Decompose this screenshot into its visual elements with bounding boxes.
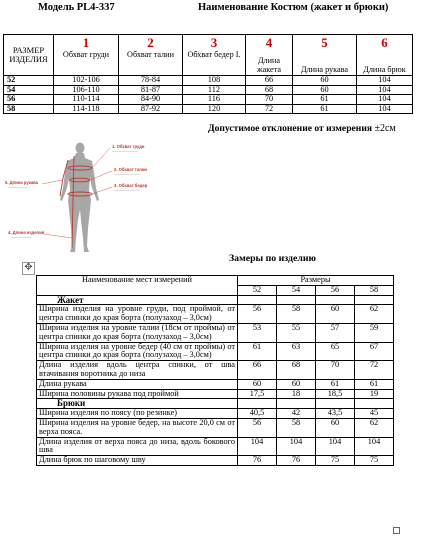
- measurement-label: Ширина изделия на уровне груди, под проймой, от центра спинки до края борта (полузаход – 3,0см): [37, 305, 238, 324]
- measurement-row: [37, 379, 394, 389]
- measurement-value: 104: [238, 437, 277, 456]
- size-row: [4, 104, 413, 114]
- measurement-row: [37, 361, 394, 380]
- svg-text:————————: ————————: [8, 186, 29, 189]
- table-resize-handle[interactable]: [393, 527, 400, 534]
- measurement-row: [37, 418, 394, 437]
- measurement-value: 75: [355, 456, 394, 466]
- figure-label-chest: 1. Обхват груди: [112, 144, 145, 149]
- size-row: [4, 95, 413, 105]
- measurement-row: [37, 323, 394, 342]
- measurement-value: 72: [355, 361, 394, 380]
- measurement-value: 53: [238, 323, 277, 342]
- measurement-value: 76: [238, 456, 277, 466]
- value-cell: 110-114: [54, 95, 119, 105]
- tolerance-value: ±2см: [374, 123, 396, 134]
- measurement-value: 42: [277, 409, 316, 419]
- col-number: 1: [54, 35, 119, 51]
- size-cell: 54: [4, 85, 54, 95]
- size-column-header: 58: [355, 285, 394, 295]
- value-cell: 84-90: [119, 95, 183, 105]
- value-cell: 61: [293, 95, 357, 105]
- value-cell: 116: [183, 95, 246, 105]
- col-header: Обхват бедер I.: [183, 50, 246, 76]
- measurements-body: [37, 295, 394, 465]
- figure-label-hips: 3. Обхват бедер: [114, 183, 148, 188]
- measurement-value: 18,5: [316, 389, 355, 399]
- figure-label-sleeve: 5. Длина рукава: [5, 180, 38, 185]
- measurement-value: 75: [316, 456, 355, 466]
- tolerance-label: Допустимое отклонение от измерения: [208, 123, 373, 134]
- measurement-row: [37, 389, 394, 399]
- measurement-value: 65: [316, 342, 355, 361]
- measurement-value: 43,5: [316, 409, 355, 419]
- measurement-value: 62: [355, 418, 394, 437]
- measurement-value: 19: [355, 389, 394, 399]
- measurement-value: 76: [277, 456, 316, 466]
- size-row: [4, 76, 413, 86]
- measurement-row: [37, 456, 394, 466]
- col-header: Обхват талии: [119, 50, 183, 76]
- measurement-value: 18: [277, 389, 316, 399]
- size-cell: 58: [4, 104, 54, 114]
- model-label: Модель PL4-337: [38, 2, 115, 13]
- col-number: 2: [119, 35, 183, 51]
- measurement-value: 58: [277, 418, 316, 437]
- measurement-value: 55: [277, 323, 316, 342]
- col-number: 4: [246, 35, 293, 51]
- name-header: Наименование мест измерений: [37, 276, 238, 296]
- size-cell: 56: [4, 95, 54, 105]
- measurement-value: 62: [355, 305, 394, 324]
- value-cell: 106-110: [54, 85, 119, 95]
- value-cell: 104: [357, 104, 413, 114]
- col-number: 5: [293, 35, 357, 51]
- value-cell: 60: [293, 85, 357, 95]
- measurement-value: 58: [277, 305, 316, 324]
- product-name-label: Наименование Костюм (жакет и брюки): [198, 2, 389, 13]
- value-cell: 78-84: [119, 76, 183, 86]
- measurement-label: Ширина изделия по поясу (по резинке): [37, 409, 238, 419]
- value-cell: 120: [183, 104, 246, 114]
- measurement-label: Длина изделия от верха пояса до низа, вдоль бокового шва: [37, 437, 238, 456]
- value-cell: 102-106: [54, 76, 119, 86]
- measurement-value: 104: [355, 437, 394, 456]
- measurement-value: 60: [277, 379, 316, 389]
- measurement-value: 104: [277, 437, 316, 456]
- value-cell: 112: [183, 85, 246, 95]
- measurement-value: 61: [238, 342, 277, 361]
- size-table: [3, 34, 413, 114]
- measurement-row: [37, 409, 394, 419]
- measurement-value: 60: [316, 418, 355, 437]
- size-header: РАЗМЕР ИЗДЕЛИЯ: [4, 35, 54, 76]
- tolerance-note: [208, 123, 396, 134]
- measurement-value: 70: [316, 361, 355, 380]
- measurement-value: 61: [316, 379, 355, 389]
- section-title: Брюки: [37, 399, 238, 409]
- col-header: Обхват груди: [54, 50, 119, 76]
- size-rows: [4, 76, 413, 114]
- value-cell: 61: [293, 104, 357, 114]
- value-cell: 104: [357, 95, 413, 105]
- value-cell: 108: [183, 76, 246, 86]
- size-column-header: 54: [277, 285, 316, 295]
- measurements-title: Замеры по изделию: [229, 253, 316, 264]
- body-silhouette: [60, 143, 99, 253]
- section-title: Жакет: [37, 295, 238, 305]
- measurement-label: Ширина половины рукава под проймой: [37, 389, 238, 399]
- value-cell: 66: [246, 76, 293, 86]
- measurement-value: 61: [355, 379, 394, 389]
- measurement-label: Ширина изделия на уровне бедер (40 см от проймы) от центра спинки до края борта (полузаход – 3,0см): [37, 342, 238, 361]
- table-move-handle-icon[interactable]: ✥: [22, 262, 35, 275]
- measurement-value: 17,5: [238, 389, 277, 399]
- measurement-value: 56: [238, 418, 277, 437]
- measurement-row: [37, 305, 394, 324]
- measurement-value: 60: [316, 305, 355, 324]
- svg-text:——————————: ——————————: [114, 189, 140, 192]
- col-number: 6: [357, 35, 413, 51]
- figure-label-length: 4. Длина изделия: [8, 230, 45, 235]
- measurement-label: Ширина изделия на уровне талии (18см от проймы) от центра спинки до края борта (полузаход – 3,0см): [37, 323, 238, 342]
- measurement-label: Ширина изделия на уровне бедер, на высоте 20,0 см от верха пояса.: [37, 418, 238, 437]
- svg-text:——————————: ——————————: [114, 173, 140, 176]
- sizes-header: Размеры: [238, 276, 394, 286]
- value-cell: 72: [246, 104, 293, 114]
- value-cell: 70: [246, 95, 293, 105]
- col-number: 3: [183, 35, 246, 51]
- measurements-table: [36, 275, 394, 466]
- size-column-header: 52: [238, 285, 277, 295]
- measurement-value: 67: [355, 342, 394, 361]
- measurement-value: 60: [238, 379, 277, 389]
- measurement-value: 56: [238, 305, 277, 324]
- col-header: Длина жакета: [246, 50, 293, 76]
- measurement-row: [37, 437, 394, 456]
- size-cell: 52: [4, 76, 54, 86]
- measurement-value: 40,5: [238, 409, 277, 419]
- figure-label-waist: 2. Обхват талии: [114, 167, 147, 172]
- body-measurement-figure: [2, 138, 152, 256]
- measurement-value: 45: [355, 409, 394, 419]
- value-cell: 104: [357, 76, 413, 86]
- measurement-value: 63: [277, 342, 316, 361]
- value-cell: 81-87: [119, 85, 183, 95]
- measurement-value: 104: [316, 437, 355, 456]
- measurement-value: 66: [238, 361, 277, 380]
- size-column-header: 56: [316, 285, 355, 295]
- measurement-label: Длина брюк по шаговому шву: [37, 456, 238, 466]
- value-cell: 114-118: [54, 104, 119, 114]
- svg-text:——————————: ——————————: [112, 150, 138, 153]
- value-cell: 68: [246, 85, 293, 95]
- svg-text:————————: ————————: [11, 236, 32, 239]
- col-header: Длина рукава: [293, 50, 357, 76]
- measurement-value: 57: [316, 323, 355, 342]
- value-cell: 87-92: [119, 104, 183, 114]
- value-cell: 104: [357, 85, 413, 95]
- measurement-value: 59: [355, 323, 394, 342]
- value-cell: 60: [293, 76, 357, 86]
- measurement-label: Длина рукава: [37, 379, 238, 389]
- measurement-value: 68: [277, 361, 316, 380]
- col-header: Длина брюк: [357, 50, 413, 76]
- measurement-row: [37, 342, 394, 361]
- measurement-label: Длина изделия вдоль центра спинки, от шва втачивания воротника до низа: [37, 361, 238, 380]
